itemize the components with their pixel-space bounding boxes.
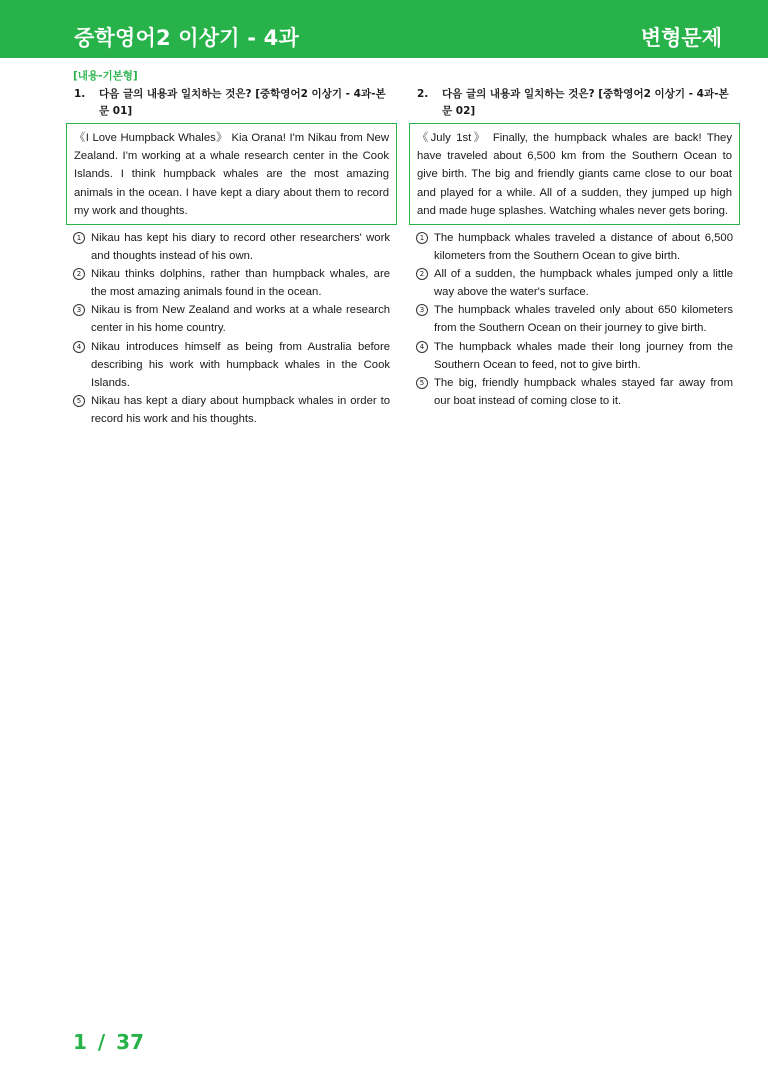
option-text: Nikau introduces himself as being from Australia before describing his work with humpback whales in the Cook Islands. bbox=[91, 340, 390, 389]
question-number: 1. bbox=[74, 88, 86, 100]
question-category: [내용-기본형] bbox=[73, 70, 138, 82]
answer-option-3[interactable] bbox=[409, 301, 739, 337]
answer-option-1[interactable] bbox=[409, 229, 739, 265]
option-number-icon: 4 bbox=[416, 341, 428, 353]
option-text: Nikau has kept a diary about humpback whales in order to record his work and his thoughts. bbox=[91, 394, 390, 425]
option-text: The humpback whales made their long journey from the Southern Ocean to feed, not to give birth. bbox=[434, 340, 733, 371]
option-text: The humpback whales traveled only about 650 kilometers from the Southern Ocean on their journey to give birth. bbox=[434, 304, 733, 335]
answer-option-4[interactable] bbox=[409, 338, 739, 374]
question-prompt: 다음 글의 내용과 일치하는 것은? [중학영어2 이상기 - 4과-본문 02] bbox=[442, 88, 729, 117]
answer-option-5[interactable] bbox=[409, 374, 739, 410]
option-number-icon: 1 bbox=[73, 232, 85, 244]
option-number-icon: 2 bbox=[416, 268, 428, 280]
option-number-icon: 3 bbox=[73, 304, 85, 316]
option-number-icon: 4 bbox=[73, 341, 85, 353]
question-number: 2. bbox=[417, 88, 429, 100]
page-header bbox=[0, 0, 768, 58]
option-text: Nikau thinks dolphins, rather than humpback whales, are the most amazing animals found in the ocean. bbox=[91, 268, 390, 299]
answer-option-3[interactable] bbox=[66, 301, 396, 337]
option-text: Nikau has kept his diary to record other researchers' work and thoughts instead of his own. bbox=[91, 232, 390, 263]
option-text: The big, friendly humpback whales stayed far away from our boat instead of coming close to it. bbox=[434, 376, 733, 407]
answer-option-5[interactable] bbox=[66, 392, 396, 428]
question-header bbox=[66, 86, 396, 120]
question-prompt: 다음 글의 내용과 일치하는 것은? [중학영어2 이상기 - 4과-본문 01] bbox=[99, 88, 386, 117]
question-header bbox=[409, 86, 739, 120]
option-number-icon: 1 bbox=[416, 232, 428, 244]
answer-options bbox=[66, 229, 396, 428]
passage-box: 《I Love Humpback Whales》 Kia Orana! I'm Nikau from New Zealand. I'm working at a whale research center in the Cook Islands. I think humpback whales are the most amazing animals in the ocean. I have kept a diary about them to record my work and thoughts. bbox=[66, 123, 397, 225]
option-number-icon: 3 bbox=[416, 304, 428, 316]
document-title: 중학영어2 이상기 - 4과 bbox=[74, 26, 299, 50]
answer-option-2[interactable] bbox=[409, 265, 739, 301]
option-number-icon: 5 bbox=[73, 395, 85, 407]
page-number: 1 / 37 bbox=[73, 1030, 144, 1054]
option-number-icon: 5 bbox=[416, 377, 428, 389]
question-1 bbox=[66, 86, 396, 444]
answer-options bbox=[409, 229, 739, 410]
answer-option-2[interactable] bbox=[66, 265, 396, 301]
option-text: Nikau is from New Zealand and works at a whale research center in his home country. bbox=[91, 304, 390, 335]
document-type-label: 변형문제 bbox=[640, 26, 722, 50]
option-number-icon: 2 bbox=[73, 268, 85, 280]
question-2 bbox=[409, 86, 739, 426]
passage-box: 《July 1st》 Finally, the humpback whales are back! They have traveled about 6,500 km from the Southern Ocean to give birth. The big and friendly giants came close to our boat and played for a while. All of a sudden, they jumped up high and made huge splashes. Watching whales never gets boring. bbox=[409, 123, 740, 225]
answer-option-4[interactable] bbox=[66, 338, 396, 392]
option-text: The humpback whales traveled a distance of about 6,500 kilometers from the Southern Ocean to give birth. bbox=[434, 232, 733, 263]
answer-option-1[interactable] bbox=[66, 229, 396, 265]
option-text: All of a sudden, the humpback whales jumped only a little way above the water's surface. bbox=[434, 268, 733, 299]
